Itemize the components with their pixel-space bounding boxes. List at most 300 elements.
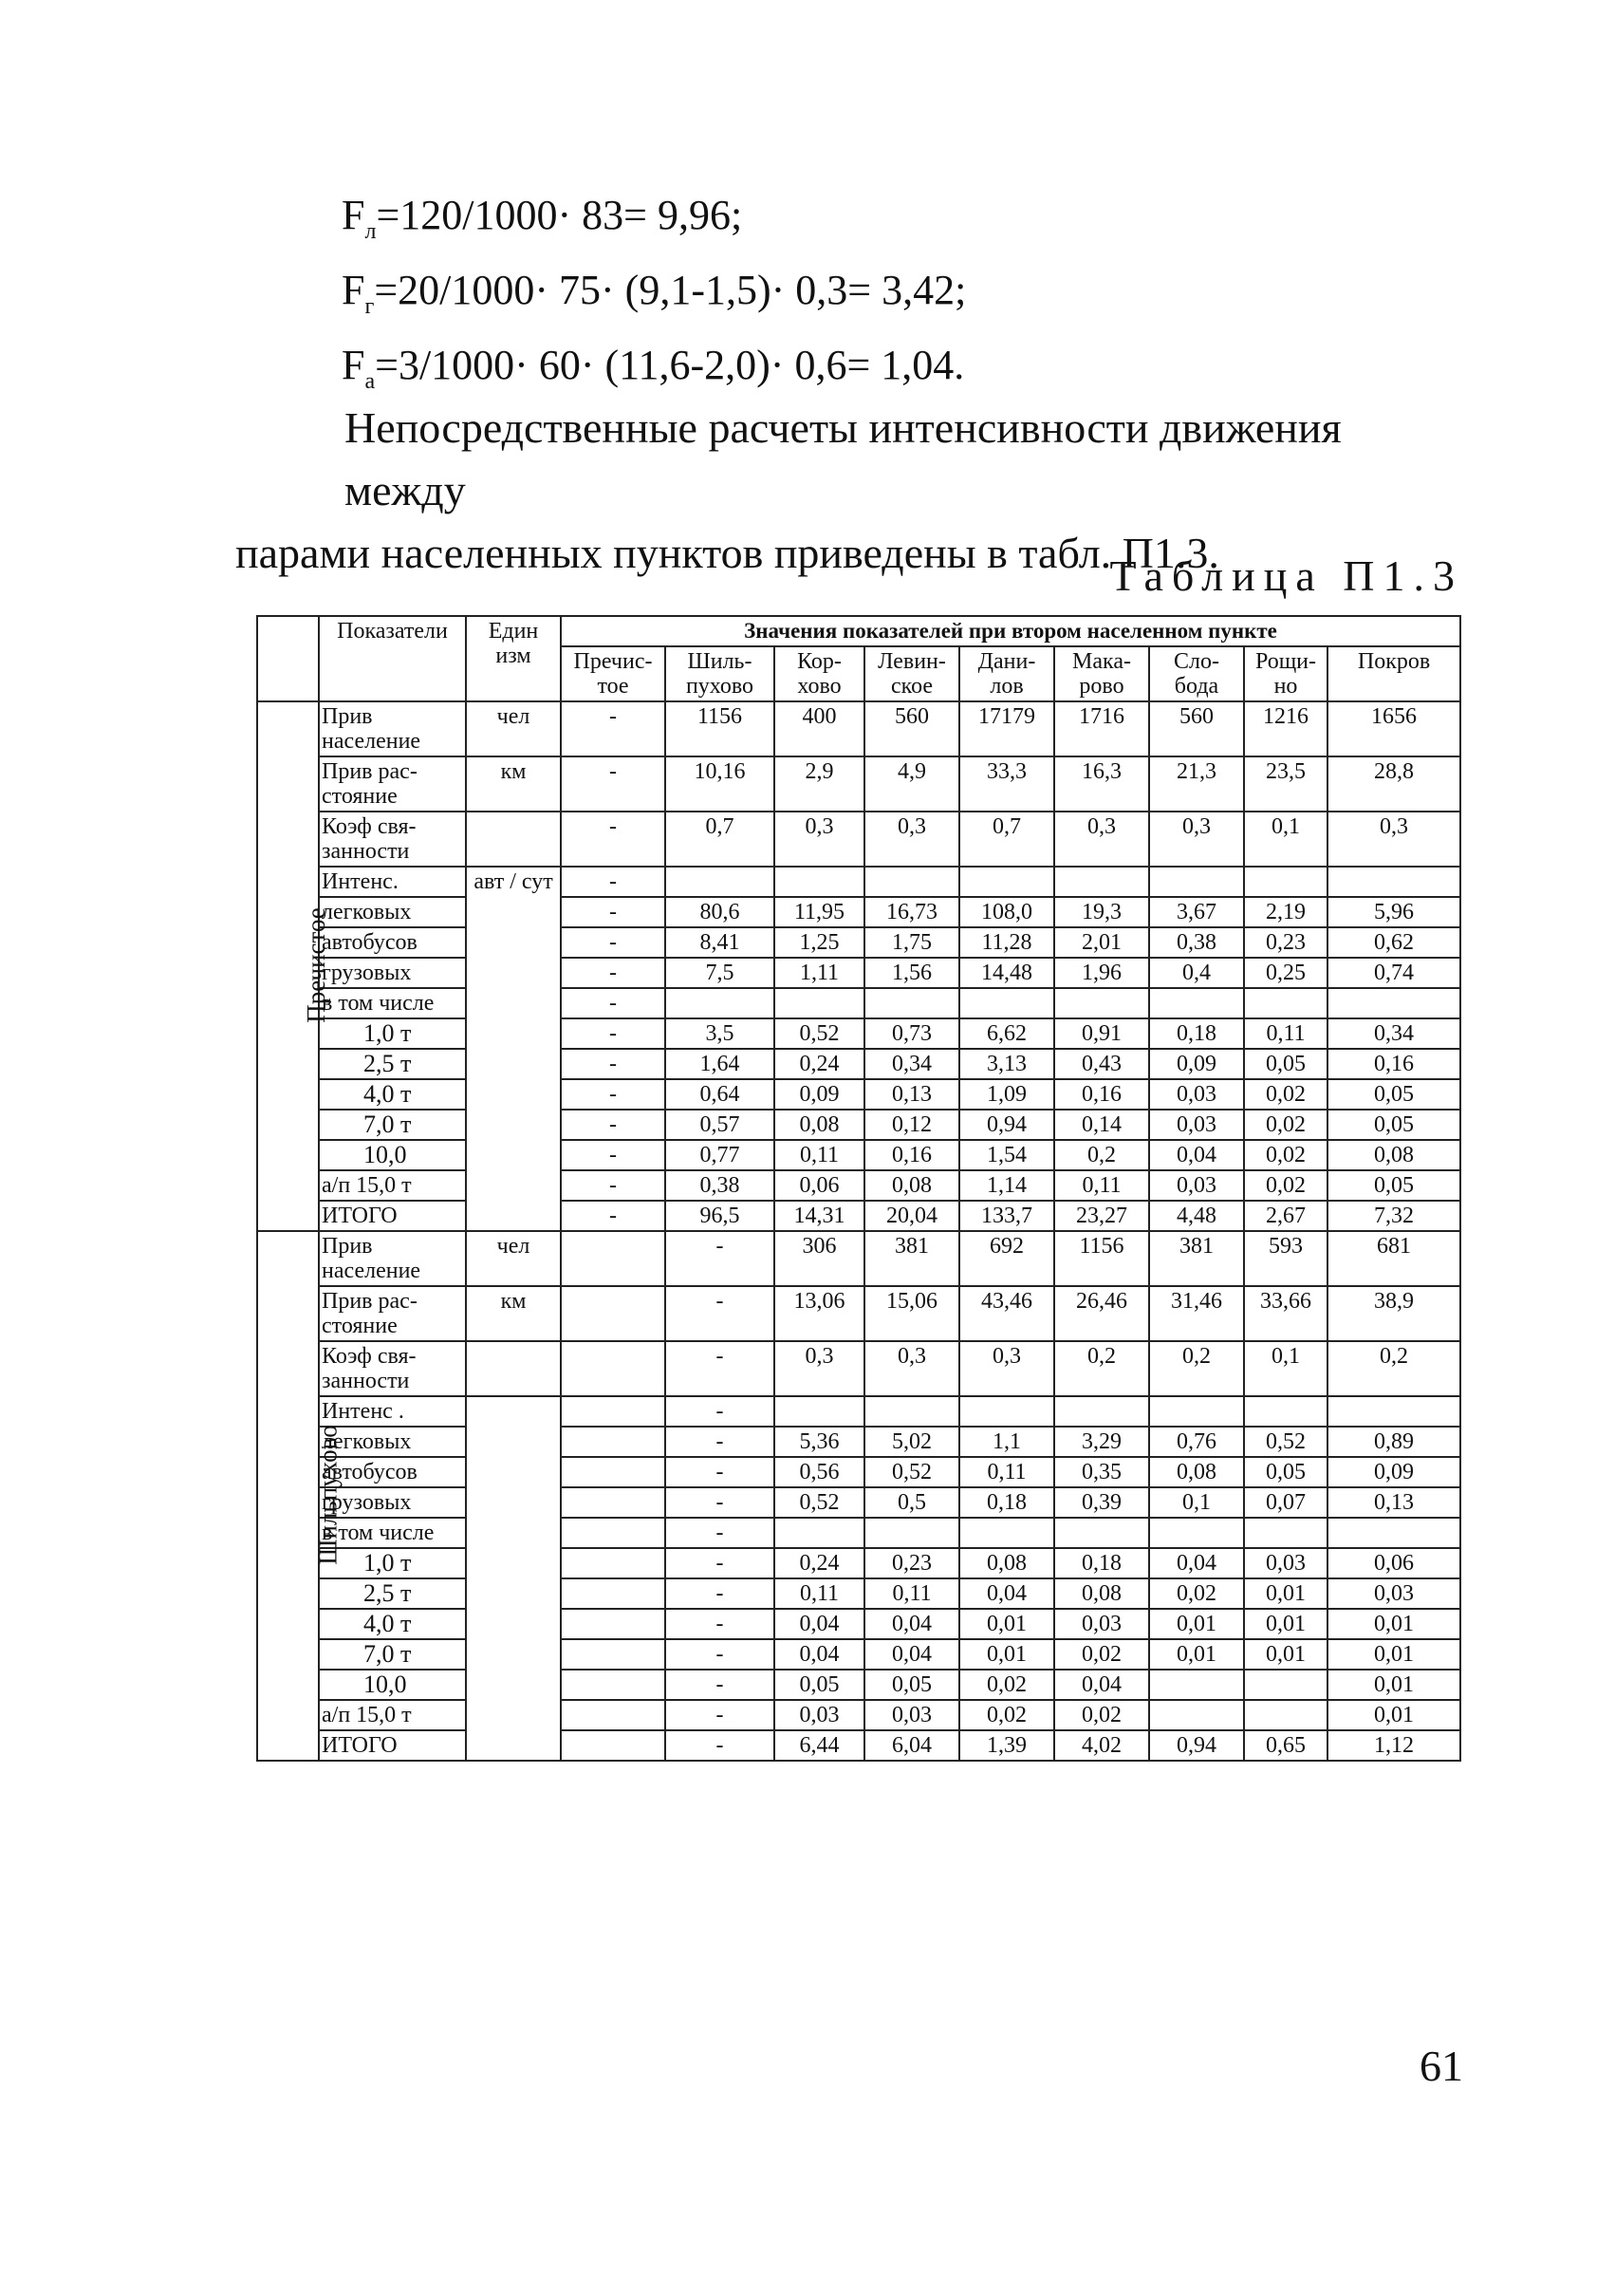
value-cell — [774, 867, 864, 897]
value-cell — [1244, 988, 1327, 1018]
unit-cell — [466, 812, 561, 867]
value-cell: 10,16 — [665, 756, 774, 812]
header-values-span: Значения показателей при втором населенном пункте — [561, 616, 1460, 646]
value-cell: 0,11 — [774, 1578, 864, 1609]
value-cell: 400 — [774, 701, 864, 756]
indicator-label: 4,0 т — [319, 1079, 466, 1110]
value-cell: 4,9 — [864, 756, 959, 812]
value-cell: 0,01 — [1327, 1639, 1460, 1670]
value-cell — [561, 1286, 665, 1341]
value-cell: 0,01 — [959, 1609, 1054, 1639]
value-cell: 0,08 — [1054, 1578, 1149, 1609]
value-cell: 0,38 — [665, 1170, 774, 1201]
value-cell: 0,02 — [1244, 1110, 1327, 1140]
table-row — [257, 812, 1460, 867]
value-cell: 0,3 — [959, 1341, 1054, 1396]
table-row — [257, 1548, 1460, 1578]
value-cell — [665, 988, 774, 1018]
value-cell — [1244, 1700, 1327, 1730]
indicator-label: автобусов — [319, 1457, 466, 1487]
value-cell: 0,11 — [774, 1140, 864, 1170]
value-cell — [561, 1700, 665, 1730]
header-indicators: Показатели — [319, 616, 466, 701]
indicator-label: Прив население — [319, 1231, 466, 1286]
value-cell: 5,96 — [1327, 897, 1460, 927]
value-cell: 0,12 — [864, 1110, 959, 1140]
value-cell: 5,02 — [864, 1427, 959, 1457]
table-body — [257, 701, 1460, 1761]
table-row — [257, 1639, 1460, 1670]
value-cell: 593 — [1244, 1231, 1327, 1286]
value-cell: 0,04 — [774, 1609, 864, 1639]
value-cell: 0,01 — [1327, 1609, 1460, 1639]
value-cell — [1327, 1396, 1460, 1427]
header-group-spacer — [257, 616, 319, 701]
paragraph-line-1: Непосредственные расчеты интенсивности движения между — [344, 403, 1342, 514]
value-cell: 8,41 — [665, 927, 774, 958]
value-cell: 0,06 — [774, 1170, 864, 1201]
value-cell: 6,04 — [864, 1730, 959, 1761]
value-cell: 6,44 — [774, 1730, 864, 1761]
value-cell: 5,36 — [774, 1427, 864, 1457]
value-cell: - — [665, 1518, 774, 1548]
indicator-label: в том числе — [319, 988, 466, 1018]
indicator-label: 10,0 — [319, 1140, 466, 1170]
group-label: Пречистое — [301, 907, 330, 1023]
value-cell — [1327, 1518, 1460, 1548]
value-cell: 1656 — [1327, 701, 1460, 756]
value-cell — [1054, 1396, 1149, 1427]
value-cell: 0,11 — [1244, 1018, 1327, 1049]
value-cell — [1327, 988, 1460, 1018]
indicator-label: 2,5 т — [319, 1049, 466, 1079]
indicator-label: грузовых — [319, 1487, 466, 1518]
value-cell: 2,67 — [1244, 1201, 1327, 1231]
indicator-label: 1,0 т — [319, 1018, 466, 1049]
value-cell: 0,08 — [959, 1548, 1054, 1578]
value-cell: 0,03 — [1149, 1170, 1244, 1201]
indicator-label: Прив рас- стояние — [319, 1286, 466, 1341]
value-cell: 0,77 — [665, 1140, 774, 1170]
formula-fa-base: F — [342, 341, 365, 388]
value-cell: 1716 — [1054, 701, 1149, 756]
indicator-label: Прив рас- стояние — [319, 756, 466, 812]
value-cell: 0,09 — [1327, 1457, 1460, 1487]
table-caption: Таблица П1.3 — [1109, 551, 1463, 600]
formula-fl-base: F — [342, 192, 365, 238]
value-cell: 0,05 — [1244, 1457, 1327, 1487]
value-cell: 17179 — [959, 701, 1054, 756]
table-row — [257, 1670, 1460, 1700]
value-cell: 1,96 — [1054, 958, 1149, 988]
table-row — [257, 1049, 1460, 1079]
indicator-label: Интенс . — [319, 1396, 466, 1427]
value-cell — [561, 1231, 665, 1286]
table-row — [257, 1231, 1460, 1286]
value-cell: 0,57 — [665, 1110, 774, 1140]
table-row — [257, 1079, 1460, 1110]
value-cell: 0,08 — [1327, 1140, 1460, 1170]
value-cell: 7,32 — [1327, 1201, 1460, 1231]
value-cell: 96,5 — [665, 1201, 774, 1231]
value-cell: 0,02 — [959, 1670, 1054, 1700]
value-cell: 1,25 — [774, 927, 864, 958]
value-cell: 0,18 — [1149, 1018, 1244, 1049]
value-cell — [959, 988, 1054, 1018]
value-cell — [561, 1457, 665, 1487]
column-header: Шиль- пухово — [665, 646, 774, 701]
value-cell — [774, 1396, 864, 1427]
value-cell — [959, 1396, 1054, 1427]
value-cell: 0,04 — [864, 1609, 959, 1639]
value-cell: 0,02 — [1054, 1639, 1149, 1670]
value-cell: 0,02 — [1244, 1170, 1327, 1201]
table-row — [257, 756, 1460, 812]
value-cell: 560 — [1149, 701, 1244, 756]
value-cell: 0,3 — [864, 1341, 959, 1396]
value-cell — [1054, 867, 1149, 897]
value-cell: - — [665, 1341, 774, 1396]
formula-block — [342, 186, 966, 410]
value-cell: 28,8 — [1327, 756, 1460, 812]
table-row — [257, 1578, 1460, 1609]
value-cell: 7,5 — [665, 958, 774, 988]
value-cell: - — [665, 1639, 774, 1670]
indicator-label: Прив население — [319, 701, 466, 756]
table-row — [257, 1457, 1460, 1487]
value-cell: 0,09 — [1149, 1049, 1244, 1079]
value-cell: 1156 — [1054, 1231, 1149, 1286]
value-cell: - — [665, 1396, 774, 1427]
value-cell: 11,95 — [774, 897, 864, 927]
indicator-label: Коэф свя- занности — [319, 812, 466, 867]
value-cell: 0,16 — [864, 1140, 959, 1170]
value-cell: 306 — [774, 1231, 864, 1286]
value-cell: - — [561, 927, 665, 958]
value-cell — [959, 867, 1054, 897]
value-cell: 0,08 — [864, 1170, 959, 1201]
value-cell: 0,3 — [1054, 812, 1149, 867]
value-cell — [1149, 1670, 1244, 1700]
column-header: Кор- хово — [774, 646, 864, 701]
value-cell: 43,46 — [959, 1286, 1054, 1341]
value-cell: 0,05 — [774, 1670, 864, 1700]
formula-fg-expr: =20/1000· 75· (9,1-1,5)· 0,3= 3,42; — [374, 266, 967, 313]
value-cell — [864, 988, 959, 1018]
value-cell: 1,56 — [864, 958, 959, 988]
value-cell: - — [665, 1670, 774, 1700]
value-cell — [1054, 1518, 1149, 1548]
value-cell: - — [561, 701, 665, 756]
value-cell: 2,9 — [774, 756, 864, 812]
table-row — [257, 1286, 1460, 1341]
value-cell: 0,03 — [1149, 1110, 1244, 1140]
value-cell — [1149, 1700, 1244, 1730]
unit-cell: км — [466, 1286, 561, 1341]
value-cell — [561, 1341, 665, 1396]
value-cell: 692 — [959, 1231, 1054, 1286]
page-number: 61 — [1420, 2042, 1463, 2090]
value-cell — [959, 1518, 1054, 1548]
value-cell: 0,13 — [1327, 1487, 1460, 1518]
value-cell: - — [561, 1201, 665, 1231]
formula-fl-sub: л — [364, 218, 377, 244]
value-cell: 16,3 — [1054, 756, 1149, 812]
value-cell — [1244, 867, 1327, 897]
value-cell: 0,52 — [774, 1487, 864, 1518]
value-cell: 11,28 — [959, 927, 1054, 958]
table-row — [257, 1140, 1460, 1170]
value-cell — [1054, 988, 1149, 1018]
value-cell: 0,11 — [1054, 1170, 1149, 1201]
value-cell: - — [665, 1427, 774, 1457]
value-cell: - — [665, 1487, 774, 1518]
value-cell — [1244, 1396, 1327, 1427]
value-cell: 1,09 — [959, 1079, 1054, 1110]
value-cell — [561, 1548, 665, 1578]
table-row — [257, 867, 1460, 897]
value-cell: 0,24 — [774, 1049, 864, 1079]
value-cell: 0,05 — [1327, 1079, 1460, 1110]
value-cell — [561, 1487, 665, 1518]
table-row — [257, 1487, 1460, 1518]
formula-fa-expr: =3/1000· 60· (11,6-2,0)· 0,6= 1,04. — [375, 341, 965, 388]
value-cell: - — [561, 897, 665, 927]
value-cell: 0,56 — [774, 1457, 864, 1487]
value-cell: 0,94 — [959, 1110, 1054, 1140]
value-cell: - — [561, 1110, 665, 1140]
value-cell — [1149, 1396, 1244, 1427]
value-cell: 1,75 — [864, 927, 959, 958]
value-cell: 0,01 — [1327, 1670, 1460, 1700]
value-cell: 0,7 — [665, 812, 774, 867]
value-cell — [561, 1518, 665, 1548]
header-row-1 — [257, 616, 1460, 646]
value-cell: 560 — [864, 701, 959, 756]
value-cell: 0,07 — [1244, 1487, 1327, 1518]
value-cell: 0,09 — [774, 1079, 864, 1110]
indicator-label: легковых — [319, 897, 466, 927]
table-row — [257, 1609, 1460, 1639]
value-cell: - — [561, 958, 665, 988]
table-row — [257, 1427, 1460, 1457]
value-cell: 0,03 — [1149, 1079, 1244, 1110]
value-cell: 31,46 — [1149, 1286, 1244, 1341]
value-cell — [1244, 1670, 1327, 1700]
table-header — [257, 616, 1460, 701]
value-cell: - — [665, 1286, 774, 1341]
value-cell: 0,34 — [864, 1049, 959, 1079]
formula-fg-base: F — [342, 266, 365, 313]
value-cell: 0,3 — [1327, 812, 1460, 867]
unit-cell: чел — [466, 701, 561, 756]
value-cell: 0,04 — [864, 1639, 959, 1670]
value-cell: 0,06 — [1327, 1548, 1460, 1578]
paragraph-line-2: парами населенных пунктов приведены в табл. П1.3. — [235, 529, 1219, 577]
value-cell: 0,04 — [959, 1578, 1054, 1609]
value-cell: 0,08 — [1149, 1457, 1244, 1487]
value-cell: 0,13 — [864, 1079, 959, 1110]
value-cell: 0,04 — [774, 1639, 864, 1670]
table-row — [257, 927, 1460, 958]
value-cell: 0,7 — [959, 812, 1054, 867]
value-cell: 0,1 — [1244, 812, 1327, 867]
value-cell: 0,16 — [1327, 1049, 1460, 1079]
value-cell: - — [665, 1609, 774, 1639]
value-cell: 0,64 — [665, 1079, 774, 1110]
indicator-label: в том числе — [319, 1518, 466, 1548]
column-header: Рощи- но — [1244, 646, 1327, 701]
table-row — [257, 988, 1460, 1018]
value-cell: 0,2 — [1054, 1341, 1149, 1396]
value-cell: 0,74 — [1327, 958, 1460, 988]
value-cell: - — [665, 1578, 774, 1609]
value-cell — [864, 1518, 959, 1548]
value-cell: 0,05 — [1244, 1049, 1327, 1079]
value-cell — [561, 1730, 665, 1761]
table-row — [257, 1341, 1460, 1396]
value-cell: 19,3 — [1054, 897, 1149, 927]
value-cell: 0,16 — [1054, 1079, 1149, 1110]
table-row — [257, 1201, 1460, 1231]
table-row — [257, 1170, 1460, 1201]
value-cell: 1,1 — [959, 1427, 1054, 1457]
value-cell: 23,27 — [1054, 1201, 1149, 1231]
value-cell: 0,18 — [1054, 1548, 1149, 1578]
formula-fl — [342, 186, 966, 261]
value-cell: 0,02 — [1149, 1578, 1244, 1609]
unit-cell — [466, 1396, 561, 1761]
table-row — [257, 1018, 1460, 1049]
value-cell: 0,1 — [1149, 1487, 1244, 1518]
value-cell — [864, 1396, 959, 1427]
value-cell: 0,11 — [959, 1457, 1054, 1487]
value-cell: 381 — [1149, 1231, 1244, 1286]
value-cell: - — [561, 1018, 665, 1049]
value-cell: 0,02 — [1244, 1079, 1327, 1110]
value-cell: 0,89 — [1327, 1427, 1460, 1457]
column-header: Мака- рово — [1054, 646, 1149, 701]
value-cell — [561, 1578, 665, 1609]
value-cell — [561, 1609, 665, 1639]
value-cell: 0,11 — [864, 1578, 959, 1609]
value-cell: 0,03 — [1054, 1609, 1149, 1639]
value-cell: 0,52 — [774, 1018, 864, 1049]
value-cell: 0,52 — [864, 1457, 959, 1487]
value-cell: 1,54 — [959, 1140, 1054, 1170]
value-cell — [864, 867, 959, 897]
group-label: Шильпухово — [313, 1425, 343, 1565]
indicator-label: 10,0 — [319, 1670, 466, 1700]
value-cell: 23,5 — [1244, 756, 1327, 812]
value-cell — [1244, 1518, 1327, 1548]
value-cell: 0,25 — [1244, 958, 1327, 988]
value-cell — [561, 1396, 665, 1427]
unit-cell: авт / сут — [466, 867, 561, 1231]
table-row — [257, 897, 1460, 927]
value-cell: 21,3 — [1149, 756, 1244, 812]
value-cell: 108,0 — [959, 897, 1054, 927]
value-cell: 0,62 — [1327, 927, 1460, 958]
indicator-label: 4,0 т — [319, 1609, 466, 1639]
value-cell: 0,91 — [1054, 1018, 1149, 1049]
formula-fa-sub: а — [364, 368, 376, 394]
value-cell: 0,14 — [1054, 1110, 1149, 1140]
value-cell: 0,2 — [1327, 1341, 1460, 1396]
value-cell: - — [561, 988, 665, 1018]
value-cell: 3,5 — [665, 1018, 774, 1049]
value-cell: 1156 — [665, 701, 774, 756]
value-cell: 4,48 — [1149, 1201, 1244, 1231]
table-row — [257, 1396, 1460, 1427]
value-cell: - — [665, 1730, 774, 1761]
value-cell: 38,9 — [1327, 1286, 1460, 1341]
value-cell: 0,23 — [1244, 927, 1327, 958]
value-cell: 0,01 — [1149, 1609, 1244, 1639]
value-cell: - — [561, 1140, 665, 1170]
value-cell: 0,03 — [1244, 1548, 1327, 1578]
value-cell: 0,3 — [864, 812, 959, 867]
indicator-label: 1,0 т — [319, 1548, 466, 1578]
formula-fg — [342, 261, 966, 336]
value-cell: - — [561, 867, 665, 897]
table-row — [257, 1518, 1460, 1548]
value-cell: - — [561, 1170, 665, 1201]
value-cell: 0,43 — [1054, 1049, 1149, 1079]
value-cell: 0,4 — [1149, 958, 1244, 988]
value-cell: 33,3 — [959, 756, 1054, 812]
value-cell: 0,08 — [774, 1110, 864, 1140]
value-cell: 2,01 — [1054, 927, 1149, 958]
table-row — [257, 701, 1460, 756]
value-cell: 26,46 — [1054, 1286, 1149, 1341]
unit-cell — [466, 1341, 561, 1396]
formula-fl-expr: =120/1000· 83= 9,96; — [376, 192, 743, 238]
column-header: Покров — [1327, 646, 1460, 701]
indicator-label: автобусов — [319, 927, 466, 958]
header-units: Един изм — [466, 616, 561, 701]
value-cell: 0,05 — [1327, 1110, 1460, 1140]
value-cell: 0,5 — [864, 1487, 959, 1518]
value-cell: 0,76 — [1149, 1427, 1244, 1457]
value-cell: 0,02 — [959, 1700, 1054, 1730]
table-row — [257, 1110, 1460, 1140]
value-cell — [561, 1427, 665, 1457]
value-cell: 6,62 — [959, 1018, 1054, 1049]
value-cell: 0,52 — [1244, 1427, 1327, 1457]
table-row — [257, 1730, 1460, 1761]
value-cell: 0,18 — [959, 1487, 1054, 1518]
column-header: Пречис- тое — [561, 646, 665, 701]
value-cell: 0,03 — [774, 1700, 864, 1730]
value-cell: 0,01 — [1327, 1700, 1460, 1730]
indicator-label: 7,0 т — [319, 1639, 466, 1670]
value-cell: - — [561, 1079, 665, 1110]
value-cell: 0,04 — [1149, 1548, 1244, 1578]
value-cell: 0,1 — [1244, 1341, 1327, 1396]
value-cell: 0,24 — [774, 1548, 864, 1578]
value-cell: 0,02 — [1054, 1700, 1149, 1730]
unit-cell: км — [466, 756, 561, 812]
value-cell: 13,06 — [774, 1286, 864, 1341]
value-cell: 0,34 — [1327, 1018, 1460, 1049]
value-cell: 14,31 — [774, 1201, 864, 1231]
value-cell: 0,2 — [1149, 1341, 1244, 1396]
value-cell: 0,03 — [864, 1700, 959, 1730]
value-cell — [1149, 1518, 1244, 1548]
value-cell: 0,3 — [774, 812, 864, 867]
formula-fg-sub: г — [364, 293, 375, 319]
